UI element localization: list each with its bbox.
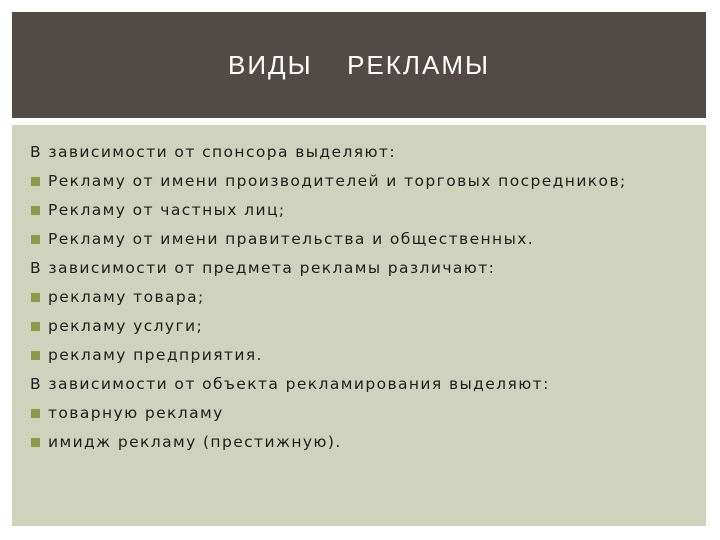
title-bar: [12, 12, 706, 118]
square-bullet-icon: [31, 438, 40, 447]
content-list: [30, 138, 706, 457]
list-item-text: рекламу услуги;: [48, 317, 204, 335]
list-item-text: Рекламу от имени правительства и общественных.: [48, 230, 535, 248]
list-item-text: имидж рекламу (престижную).: [48, 433, 342, 451]
heading-line: [30, 254, 706, 283]
heading-text: В зависимости от предмета рекламы различают:: [30, 259, 496, 277]
list-item: [30, 341, 706, 370]
square-bullet-icon: [31, 235, 40, 244]
list-item-text: товарную рекламу: [48, 404, 224, 422]
list-item-text: рекламу товара;: [48, 288, 205, 306]
list-item: [30, 225, 706, 254]
heading-line: [30, 370, 706, 399]
square-bullet-icon: [31, 409, 40, 418]
heading-text: В зависимости от объекта рекламирования выделяют:: [30, 375, 550, 393]
list-item: [30, 283, 706, 312]
heading-text: В зависимости от спонсора выделяют:: [30, 143, 396, 161]
list-item-text: рекламу предприятия.: [48, 346, 263, 364]
list-item: [30, 167, 706, 196]
list-item: [30, 428, 706, 457]
list-item: [30, 399, 706, 428]
square-bullet-icon: [31, 322, 40, 331]
list-item: [30, 312, 706, 341]
list-item: [30, 196, 706, 225]
slide-title: ВИДЫ РЕКЛАМЫ: [227, 49, 490, 80]
square-bullet-icon: [31, 177, 40, 186]
heading-line: [30, 138, 706, 167]
list-item-text: Рекламу от имени производителей и торговых посредников;: [48, 172, 627, 190]
square-bullet-icon: [31, 293, 40, 302]
list-item-text: Рекламу от частных лиц;: [48, 201, 286, 219]
square-bullet-icon: [31, 351, 40, 360]
square-bullet-icon: [31, 206, 40, 215]
